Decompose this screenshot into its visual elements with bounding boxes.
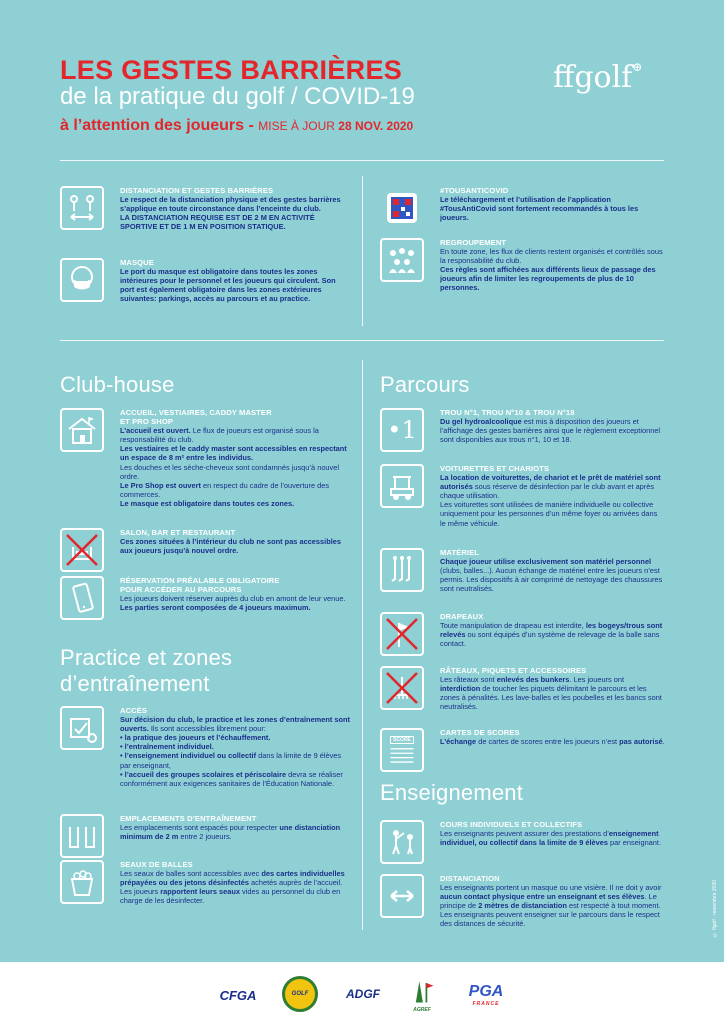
practice-title-line2: d’entraînement (60, 671, 210, 696)
distanciation-ens-heading: DISTANCIATION (440, 874, 500, 883)
regroupement-rule: Ces règles sont affichées aux différents lieux de passage des joueurs afin de limiter les regroupements de plus de 10 personnes. (440, 265, 656, 293)
accueil-heading-2: ET PRO SHOP (120, 417, 173, 427)
distanciation-ens-contact: aucun contact physique entre un enseignant et ses élèves (440, 892, 645, 902)
reservation-heading-2: POUR ACCÉDER AU PARCOURS (120, 585, 242, 595)
audience-line (60, 117, 413, 135)
pga-france-logo (462, 974, 510, 1016)
clubhouse-building-icon (60, 408, 104, 452)
score-card-label: SCORE (390, 736, 414, 744)
materiel-p (440, 557, 665, 593)
drapeaux-heading: DRAPEAUX (440, 612, 484, 621)
golf-federation-seal-logo (282, 976, 318, 1012)
regroupement-heading: REGROUPEMENT (440, 238, 507, 247)
voiturettes-location: La location de voiturettes, de chariot et le prêt de matériel sont autorisés (440, 473, 661, 492)
accueil-flow: Le flux de joueurs est organisé sous la responsabilité du club. (120, 426, 319, 445)
pga-logo-text: PGA (468, 983, 504, 1000)
parcours-title: Parcours (380, 372, 470, 397)
clubhouse-title: Club-house (60, 372, 175, 397)
voiturettes-heading: VOITURETTES ET CHARIOTS (440, 464, 550, 473)
accueil-heading-1: ACCUEIL, VESTIAIRES, CADDY MASTER (120, 408, 272, 417)
tousanticovid-block (380, 186, 670, 230)
seaux-t3: achetés auprès de l’accueil. Les joueurs (120, 878, 343, 897)
rateaux-p (440, 675, 665, 711)
reservation-block (60, 576, 350, 620)
drapeaux-bogeys: les bogeys/trous sont relevés (440, 621, 663, 640)
seaux-t1: Les seaux de balles sont accessibles avec (120, 869, 262, 879)
distanciation-rule: LA DISTANCIATION REQUISE EST DE 2 M EN ACTIVITÉ SPORTIVE ET DE 1 M EN POSITION STATIQUE. (120, 213, 315, 232)
subtitle-covid: COVID-19 (297, 83, 415, 110)
agref-logo (400, 970, 444, 1018)
regroupement-text: En toute zone, les flux de clients restent organisés et contrôlés sous la responsabilité du club. (440, 247, 663, 266)
regroupement-block (380, 238, 670, 293)
accueil-vestiaires: Les vestiaires et le caddy master sont accessibles en respectant un espace de 8 m² entre les individus. (120, 444, 347, 463)
drapeaux-t1: Toute manipulation de drapeau est interdite, (440, 621, 586, 631)
emplacements-distance: une distanciation minimum de 2 m (120, 823, 341, 842)
salon-block (60, 528, 350, 572)
trou-p (440, 417, 665, 444)
ffgolf-logo-mark: ⊕ (632, 60, 643, 74)
side-credit: © ffgolf · novembre 2020 (712, 880, 718, 938)
distanciation-ens-2m: 2 mètres de distanciation (478, 901, 567, 911)
accueil-block (60, 408, 350, 508)
adgf-logo-text: ADGF (346, 987, 380, 1001)
distanciation-enseignement-block (380, 874, 670, 929)
hole-number-label: •1 (387, 416, 417, 444)
tousanticovid-text: Le téléchargement et l’utilisation de l’application #TousAntiCovid sont fortement recommandés à tous les joueurs. (440, 195, 639, 223)
cartes-t2: de cartes de scores entre les joueurs n’est (476, 737, 620, 747)
emplacements-heading: EMPLACEMENTS D’ENTRAÎNEMENT (120, 814, 257, 823)
masque-block (60, 258, 350, 303)
score-card-icon (380, 728, 424, 772)
drapeaux-t3: ou sont équipés d’un système de relevage de la balle sans contact. (440, 630, 660, 649)
cours-p (440, 829, 665, 847)
voiturettes-block (380, 464, 670, 528)
seaux-rapportent: rapportent leurs seaux (160, 887, 240, 897)
salon-text: Ces zones situées à l’intérieur du club ne sont pas accessibles aux joueurs jusqu’à nouvel ordre. (120, 537, 341, 556)
seaux-heading: SEAUX DE BALLES (120, 860, 193, 869)
trou-gel: Du gel hydroalcoolique (440, 417, 522, 427)
materiel-block (380, 548, 670, 593)
ffgolf-logo-text: ffgolf (553, 60, 633, 95)
trou-block (380, 408, 670, 452)
acces-individuel: • l’entraînement individuel. (120, 742, 214, 752)
golf-cart-icon (380, 464, 424, 508)
rateaux-t1: Les râteaux sont (440, 675, 497, 685)
salon-heading: SALON, BAR ET RESTAURANT (120, 528, 236, 537)
acces-libre: Ils sont accessibles librement pour: (148, 724, 266, 734)
cartes-heading: CARTES DE SCORES (440, 728, 520, 737)
seaux-t5: vides au personnel du club en charge de les désinfecter. (120, 887, 341, 906)
rateaux-interdiction: interdiction (440, 684, 481, 694)
acces-block (60, 706, 350, 788)
top-column-divider (362, 176, 363, 326)
emplacements-end: entre 2 joueurs. (178, 832, 232, 842)
cours-t1: Les enseignants peuvent assurer des prestations d’ (440, 829, 609, 839)
header-divider (60, 160, 664, 161)
distanciation-heading: DISTANCIATION ET GESTES BARRIÈRES (120, 186, 274, 195)
masque-heading: MASQUE (120, 258, 154, 267)
masque-text: Le port du masque est obligatoire dans toutes les zones intérieures pour le personnel et les joueurs qui circulent. Son port est également obligatoire dans les zones extérieures suivantes: parkings, accès au parcours et au practice. (120, 267, 336, 304)
forbidden-armchair-icon (60, 528, 104, 572)
cartes-echange: L’échange (440, 737, 477, 747)
emplacements-block (60, 814, 350, 858)
acces-enseignement: • l’enseignement individuel ou collectif (120, 751, 257, 761)
partner-footer (0, 962, 724, 1024)
materiel-personnel: Chaque joueur utilise exclusivement son matériel personnel (440, 557, 652, 567)
acces-pratique: • la pratique des joueurs et l’échauffement. (120, 733, 271, 743)
cours-t3: par enseignant. (608, 838, 662, 848)
adgf-logo (340, 982, 386, 1006)
reservation-p (120, 594, 350, 612)
acces-limite: dans la limite de 9 élèves par enseignant, (120, 751, 342, 770)
accueil-masque: Le masque est obligatoire dans toutes ces zones. (120, 498, 295, 508)
smartphone-icon (60, 576, 104, 620)
seaux-block (60, 860, 350, 905)
cours-limite: enseignement individuel, ou collectif dans la limite de 9 élèves (440, 829, 659, 848)
accueil-open: L’accueil est ouvert. (120, 426, 191, 436)
ball-bucket-icon (60, 860, 104, 904)
accueil-p4 (120, 481, 350, 499)
acces-decision: Sur décision du club, le practice et les zones d’entraînement sont ouverts. (120, 715, 350, 734)
emplacements-p (120, 823, 350, 841)
distanciation-ens-p (440, 883, 665, 928)
rateaux-enleves: enlevés des bunkers (496, 675, 570, 685)
acces-p5 (120, 770, 350, 788)
emplacements-text: Les emplacements sont espacés pour respecter (120, 823, 280, 833)
materiel-heading: MATÉRIEL (440, 548, 480, 557)
cours-heading: COURS INDIVIDUELS ET COLLECTIFS (440, 820, 583, 829)
drapeaux-p (440, 621, 665, 648)
main-column-divider (362, 360, 363, 930)
rateaux-block (380, 666, 670, 711)
cartes-block (380, 728, 670, 772)
rateaux-t3: . Les joueurs ont (569, 675, 625, 685)
update-label: MISE À JOUR (258, 119, 339, 133)
main-title: LES GESTES BARRIÈRES (60, 55, 403, 85)
trou-heading: TROU N°1, TROU N°10 & TROU N°18 (440, 408, 575, 417)
reservation-text: Les joueurs doivent réserver auprès du club en amont de leur venue. (120, 594, 346, 604)
update-date: 28 NOV. 2020 (338, 119, 414, 133)
cfga-logo-text: CFGA (219, 987, 257, 1003)
accueil-proshop: Le Pro Shop est ouvert (120, 480, 201, 490)
golf-clubs-icon (380, 548, 424, 592)
cfga-logo (215, 980, 261, 1010)
distance-arrows-icon (60, 186, 104, 230)
hole-number-icon (380, 408, 424, 452)
two-way-arrow-icon (380, 874, 424, 918)
cartes-t4: . (662, 737, 665, 747)
accueil-p1 (120, 426, 350, 444)
top-section-divider (60, 340, 664, 341)
golf-lesson-icon (380, 820, 424, 864)
distanciation-text: Le respect de la distanciation physique et des gestes barrières s’applique en toute circonstance dans l’enceinte du club. (120, 195, 341, 214)
seaux-p (120, 869, 350, 905)
seal-logo-text: GOLF (291, 991, 309, 997)
mask-face-icon (60, 258, 104, 302)
acces-scolaires: • l’accueil des groupes scolaires et périscolaire (120, 769, 287, 779)
acces-p1 (120, 715, 350, 733)
voiturettes-individuel: Les voiturettes sont utilisées de manière individuelle ou collective uniquement pour les personnes d’un même foyer ou arrivées dans le même véhicule. (440, 500, 658, 528)
voiturettes-reserve: sous réserve de désinfection par le club avant et après chaque utilisation. (440, 482, 655, 501)
distanciation-ens-t1: Les enseignants portent un masque ou une visière. Il ne doit y avoir (440, 883, 662, 893)
subtitle-main: de la pratique du golf / (60, 83, 298, 110)
practice-target-icon (60, 706, 104, 750)
reservation-heading-1: RÉSERVATION PRÉALABLE OBLIGATOIRE (120, 576, 280, 585)
practice-title (60, 645, 232, 697)
distanciation-block (60, 186, 350, 231)
ffgolf-logo (553, 60, 642, 95)
acces-heading: ACCÈS (120, 706, 148, 715)
rateaux-t5: de toucher les piquets délimitant le parcours et les zones à pénalités. Les lave-balles et les poubelles et les bancs sont neutralisés. (440, 684, 662, 712)
distanciation-ens-t5: est respecté à tout moment. Les enseignants peuvent enseigner sur le parcours dans le respect des distances de sécurité. (440, 901, 661, 929)
reservation-parties: Les parties seront composées de 4 joueurs maximum. (120, 603, 311, 613)
seaux-cartes: des cartes individuelles prépayées ou des jetons désinfectés (120, 869, 345, 888)
practice-bays-icon (60, 814, 104, 858)
voiturettes-p (440, 473, 665, 500)
cours-block (380, 820, 670, 864)
subtitle (60, 83, 415, 111)
acces-sanitaires: devra se réaliser conformément aux exigences sanitaires de l’Éducation Nationale. (120, 769, 343, 788)
practice-title-line1: Practice et zones (60, 645, 233, 670)
cartes-p (440, 737, 665, 746)
group-people-icon (380, 238, 424, 282)
accueil-proshop-detail: en respect du cadre de l’ouverture des commerces. (120, 480, 330, 499)
forbidden-rake-icon (380, 666, 424, 710)
acces-p4 (120, 751, 350, 769)
accueil-douches: Les douches et les sèche-cheveux sont condamnés jusqu’à nouvel ordre. (120, 462, 339, 481)
cartes-pas-autorise: pas autorisé (619, 737, 663, 747)
pga-france-text: FRANCE (472, 1001, 500, 1007)
tousanticovid-heading: #TOUSANTICOVID (440, 186, 509, 195)
trou-text: est mis à disposition des joueurs et l’affichage des gestes barrières ainsi que le règlement exceptionnel sont disponibles aux trous n°1, 10 et 18. (440, 417, 661, 445)
rateaux-heading: RÂTEAUX, PIQUETS ET ACCESSOIRES (440, 666, 587, 675)
audience-text: à l’attention des joueurs - (60, 117, 259, 134)
distanciation-ens-t3: . Le principe de (440, 892, 657, 911)
tousanticovid-app-icon (380, 186, 424, 230)
agref-logo-text: AGREF (413, 1007, 431, 1013)
materiel-text: (clubs, balles...). Aucun échange de matériel entre les joueurs n’est permis. Les dispositifs à air comprimé de nettoyage des chaussures sont neutralisés. (440, 566, 663, 594)
forbidden-flag-icon (380, 612, 424, 656)
enseignement-title: Enseignement (380, 780, 524, 805)
drapeaux-block (380, 612, 670, 656)
